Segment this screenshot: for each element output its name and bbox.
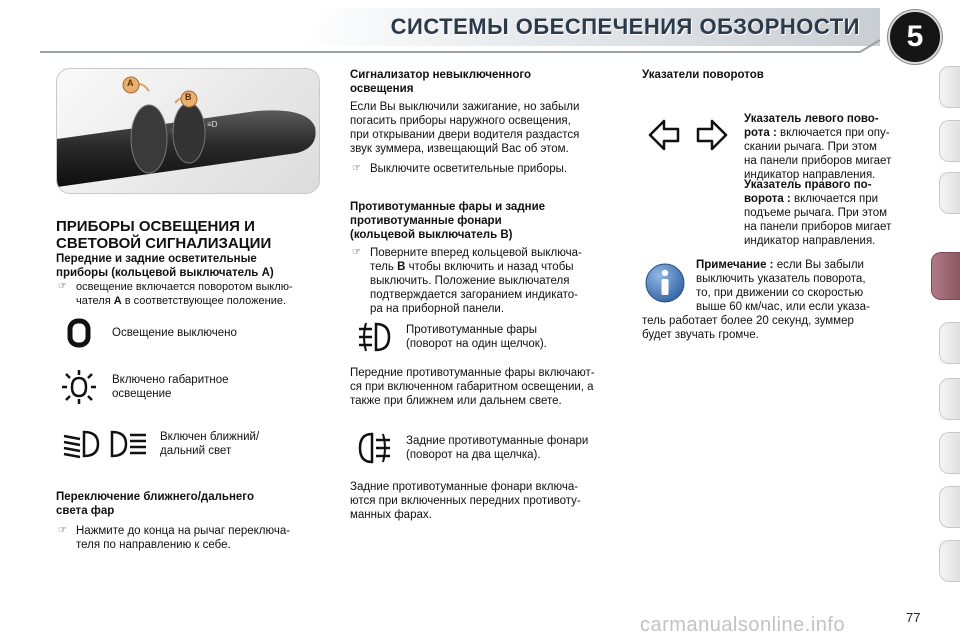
front-fog-row	[356, 320, 547, 354]
note-block-bottom	[642, 314, 906, 342]
lighting-title-line1: ПРИБОРЫ ОСВЕЩЕНИЯ И	[56, 218, 255, 235]
note-text-d: выше 60 км/час, или если указа-	[696, 301, 870, 313]
lighting-bullet-line2-post: в соответствующее положение.	[121, 295, 287, 307]
arrow-left-icon	[650, 121, 678, 149]
hand-pointer-icon: ☞	[58, 525, 67, 536]
zero-ring-icon	[64, 318, 94, 348]
beam-switch-title-line1: Переключение ближнего/дальнего	[56, 491, 254, 503]
sidelight-sun-icon	[60, 368, 98, 406]
alarm-text-line4: звук зуммера, извещающий Вас об этом.	[350, 143, 569, 155]
alarm-text-line3: при открывании двери водителя раздастся	[350, 129, 580, 141]
note-text-f: будет звучать громче.	[642, 329, 759, 341]
beam-row	[62, 428, 259, 460]
front-fog-text	[350, 366, 618, 408]
chapter-tab[interactable]	[939, 432, 960, 474]
note-text-a: если Вы забыли	[773, 259, 864, 271]
right-turn-text-b: подъеме рычага. При этом	[744, 207, 888, 219]
right-turn-text-c: на панели приборов мигает	[744, 221, 892, 233]
svg-text:≡D: ≡D	[207, 120, 218, 129]
info-icon	[644, 262, 686, 304]
front-fog-text-line1: Передние противотуманные фары включают-	[350, 367, 595, 379]
rear-fog-text	[350, 480, 618, 522]
left-turn-text-d: индикатор направления.	[744, 169, 876, 181]
left-column	[56, 218, 322, 308]
fog-bullet-line1: Поверните вперед кольцевой выключа-	[370, 247, 582, 259]
fog-bullet-line5: ра на приборной панели.	[370, 303, 505, 315]
header-band	[0, 0, 960, 58]
fog-title-line2: противотуманные фонари	[350, 215, 502, 227]
parking-lights-label-line2: освещение	[112, 388, 172, 400]
chapter-tab[interactable]	[939, 540, 960, 582]
beam-label-line1: Включен ближний/	[160, 431, 260, 443]
alarm-text-line2: погасить приборы наружного освещения,	[350, 115, 571, 127]
parking-lights-label-line1: Включено габаритное	[112, 374, 229, 386]
fog-bullet-line4: подтверждается загоранием индикато-	[370, 289, 579, 301]
lighting-stalk-photo	[56, 68, 320, 194]
rear-fog-text-line2: ются при включенных передних противоту-	[350, 495, 581, 507]
lighting-bullet	[56, 280, 322, 308]
alarm-text	[350, 100, 618, 156]
page-number: 77	[906, 610, 921, 625]
front-fog-icon	[356, 320, 392, 354]
left-turn-text-a: включается при опу-	[776, 127, 890, 139]
lights-off-label: Освещение выключено	[112, 327, 237, 339]
rear-fog-label	[406, 434, 588, 462]
lighting-title-line2: СВЕТОВОЙ СИГНАЛИЗАЦИИ	[56, 235, 272, 252]
parking-lights-label	[112, 373, 229, 401]
chapter-tabs	[932, 66, 960, 586]
fog-title-line1: Противотуманные фары и задние	[350, 201, 546, 213]
beam-label-line2: дальний свет	[160, 445, 232, 457]
label-b: B	[185, 92, 192, 102]
fog-section	[350, 200, 618, 316]
note-bold: Примечание :	[696, 259, 774, 271]
note-text-b: выключить указатель поворота,	[696, 273, 866, 285]
rear-fog-text-line3: манных фарах.	[350, 509, 432, 521]
rear-fog-label-line1: Задние противотуманные фонари	[406, 435, 589, 447]
left-turn-text-b: скании рычага. При этом	[744, 141, 877, 153]
right-turn-text-d: индикатор направления.	[744, 235, 876, 247]
middle-column	[350, 68, 618, 316]
right-turn-line1	[744, 178, 906, 192]
front-fog-label-line1: Противотуманные фары	[406, 324, 538, 336]
right-turn-line2	[744, 192, 906, 206]
right-column	[642, 68, 906, 82]
chapter-tab-active[interactable]	[931, 252, 960, 300]
note-line1	[696, 258, 906, 272]
rear-fog-text-line1: Задние противотуманные фонари включа-	[350, 481, 579, 493]
beam-switch-line1: Нажмите до конца на рычаг переключа-	[76, 525, 291, 537]
lights-off-row	[64, 318, 237, 348]
fog-bullet	[350, 246, 618, 316]
front-rear-subtitle-line1: Передние и задние осветительные	[56, 253, 257, 265]
lighting-stalk-illustration	[57, 69, 319, 193]
note-block-top	[696, 258, 906, 314]
fog-bullet-line3: выключить. Положение выключателя	[370, 275, 570, 287]
left-turn-bold2: рота :	[744, 127, 777, 139]
left-turn-bold1: Указатель левого пово-	[744, 113, 879, 125]
chapter-tab[interactable]	[939, 486, 960, 528]
parking-lights-row	[60, 368, 229, 406]
chapter-tab[interactable]	[939, 66, 960, 108]
beam-switch-section	[56, 490, 322, 552]
fog-bullet-line2-post: чтобы включить и назад чтобы	[405, 261, 574, 273]
alarm-title-line2: освещения	[350, 83, 414, 95]
right-turn-bold1: Указатель правого по-	[744, 179, 872, 191]
section-title: СИСТЕМЫ ОБЕСПЕЧЕНИЯ ОБЗОРНОСТИ	[390, 14, 860, 39]
front-fog-text-line3: также при ближнем или дальнем свете.	[350, 395, 562, 407]
beam-label	[160, 430, 259, 458]
chapter-tab[interactable]	[939, 322, 960, 364]
note-text-e: тель работает более 20 секунд, зуммер	[642, 315, 854, 327]
beam-switch-line2: теля по направлению к себе.	[76, 539, 231, 551]
alarm-title-line1: Сигнализатор невыключенного	[350, 69, 532, 81]
note-text-c: то, при движении со скоростью	[696, 287, 864, 299]
hand-pointer-icon: ☞	[58, 281, 67, 292]
lighting-bullet-line2-bold: А	[113, 295, 122, 307]
turn-arrows	[648, 118, 728, 152]
front-fog-label	[406, 323, 547, 351]
alarm-text-line1: Если Вы выключили зажигание, но забыли	[350, 101, 580, 113]
fog-bullet-line2-pre: тель	[370, 261, 398, 273]
right-turn-bold2: ворота :	[744, 193, 791, 205]
fog-bullet-line2-bold: B	[397, 261, 406, 273]
hand-pointer-icon: ☞	[352, 247, 361, 258]
turn-signals-title: Указатели поворотов	[642, 69, 764, 81]
left-turn-block	[744, 112, 906, 182]
left-turn-line1	[744, 112, 906, 126]
chapter-tab[interactable]	[939, 378, 960, 420]
alarm-bullet	[350, 162, 618, 176]
hand-pointer-icon: ☞	[352, 163, 361, 174]
rear-fog-row	[358, 430, 588, 466]
front-rear-subtitle-line2: приборы (кольцевой выключатель A)	[56, 267, 274, 279]
front-fog-label-line2: (поворот на один щелчок).	[406, 338, 547, 350]
lighting-bullet-line2-pre: чателя	[76, 295, 114, 307]
beam-switch-bullet	[56, 524, 322, 552]
rear-fog-icon	[358, 430, 392, 466]
left-turn-line2	[744, 126, 906, 140]
low-beam-headlamp-icon	[62, 428, 102, 460]
right-turn-block	[744, 178, 906, 248]
fog-title-line3: (кольцевой выключатель B)	[350, 229, 513, 241]
label-a: A	[127, 78, 134, 88]
right-turn-text-a: включается при	[790, 193, 879, 205]
beam-switch-title-line2: света фар	[56, 505, 115, 517]
chapter-tab[interactable]	[939, 172, 960, 214]
chapter-tab[interactable]	[939, 120, 960, 162]
alarm-bullet-text: Выключите осветительные приборы.	[370, 163, 568, 175]
lighting-bullet-line1: освещение включается поворотом выклю-	[76, 281, 293, 293]
svg-text:◌: ◌	[169, 126, 174, 135]
high-beam-headlamp-icon	[108, 428, 148, 460]
left-turn-text-c: на панели приборов мигает	[744, 155, 892, 167]
chapter-number: 5	[888, 10, 942, 64]
front-fog-text-line2: ся при включенном габаритном освещении, а	[350, 381, 594, 393]
watermark: carmanualsonline.info	[640, 614, 846, 636]
arrow-right-icon	[698, 121, 726, 149]
rear-fog-label-line2: (поворот на два щелчка).	[406, 449, 541, 461]
